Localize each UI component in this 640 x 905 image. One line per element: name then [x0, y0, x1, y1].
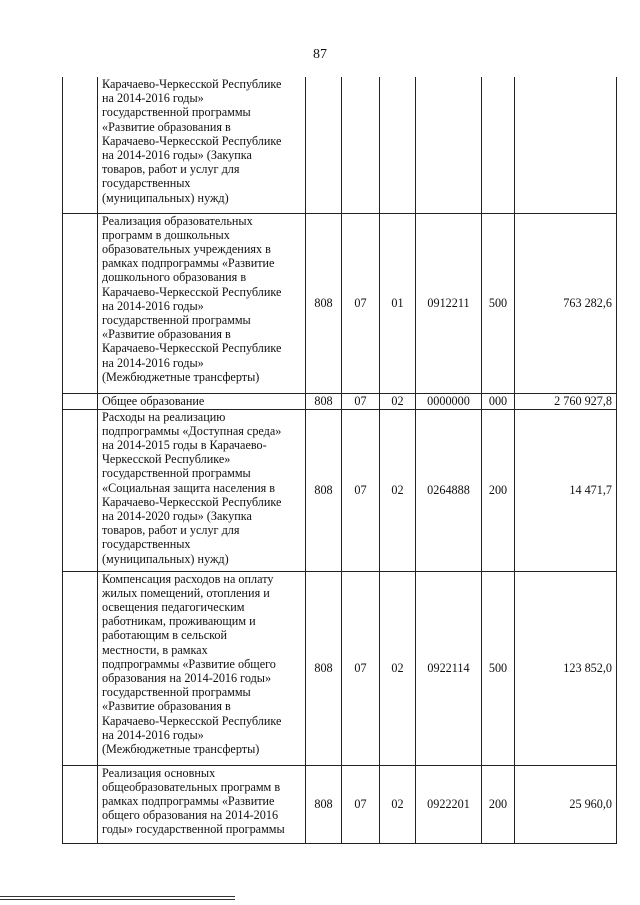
target-code-cell [416, 77, 482, 213]
target-code-cell: 0264888 [416, 409, 482, 571]
table-row [63, 571, 617, 765]
table-row [63, 213, 617, 393]
description-cell: Расходы на реализацию подпрограммы «Доступная среда» на 2014-2015 годы в Карачаево- Черкесской Республике» государственной программы «Социальная защита населения в Карачаево-Черкесской Республике на 2014-2020 годы» (Закупка товаров, работ и услуг для государственных (муниципальных) нужд) [98, 409, 306, 571]
expense-type-cell: 200 [482, 409, 515, 571]
expense-type-cell: 000 [482, 393, 515, 409]
description-cell: Общее образование [98, 393, 306, 409]
subsection-code-cell [380, 77, 416, 213]
budget-table [62, 77, 617, 844]
row-number-cell [63, 571, 98, 765]
description-cell: Реализация основных общеобразовательных программ в рамках подпрограммы «Развитие общего образования на 2014-2016 годы» государственной программы [98, 765, 306, 843]
ministry-code-cell [306, 77, 342, 213]
description-cell: Реализация образовательных программ в дошкольных образовательных учреждениях в рамках подпрограммы «Развитие дошкольного образования в Карачаево-Черкесской Республике на 2014-2016 годы» государственной программы «Развитие образования в Карачаево-Черкесской Республике на 2014-2016 годы» (Межбюджетные трансферты) [98, 213, 306, 393]
subsection-code-cell: 02 [380, 571, 416, 765]
table-row [63, 409, 617, 571]
target-code-cell: 0922114 [416, 571, 482, 765]
description-cell: Компенсация расходов на оплату жилых помещений, отопления и освещения педагогическим работникам, проживающим и работающим в сельской местности, в рамках подпрограммы «Развитие общего образования на 2014-2016 годы» государственной программы «Развитие образования в Карачаево-Черкесской Республике на 2014-2016 годы» (Межбюджетные трансферты) [98, 571, 306, 765]
ministry-code-cell: 808 [306, 213, 342, 393]
section-code-cell: 07 [342, 765, 380, 843]
page-number: 87 [313, 47, 327, 62]
ministry-code-cell: 808 [306, 765, 342, 843]
subsection-code-cell: 02 [380, 765, 416, 843]
row-number-cell [63, 77, 98, 213]
table-row [63, 393, 617, 409]
section-code-cell: 07 [342, 571, 380, 765]
amount-cell: 25 960,0 [515, 765, 617, 843]
ministry-code-cell: 808 [306, 393, 342, 409]
table-row [63, 765, 617, 843]
section-code-cell [342, 77, 380, 213]
amount-cell: 763 282,6 [515, 213, 617, 393]
amount-cell: 123 852,0 [515, 571, 617, 765]
footer-rule [0, 899, 235, 900]
ministry-code-cell: 808 [306, 571, 342, 765]
subsection-code-cell: 02 [380, 409, 416, 571]
row-number-cell [63, 213, 98, 393]
subsection-code-cell: 01 [380, 213, 416, 393]
expense-type-cell [482, 77, 515, 213]
target-code-cell: 0000000 [416, 393, 482, 409]
expense-type-cell: 500 [482, 213, 515, 393]
amount-cell [515, 77, 617, 213]
footer-rule [0, 896, 235, 897]
ministry-code-cell: 808 [306, 409, 342, 571]
row-number-cell [63, 409, 98, 571]
subsection-code-cell: 02 [380, 393, 416, 409]
section-code-cell: 07 [342, 213, 380, 393]
expense-type-cell: 500 [482, 571, 515, 765]
amount-cell: 2 760 927,8 [515, 393, 617, 409]
section-code-cell: 07 [342, 409, 380, 571]
table-row [63, 77, 617, 213]
expense-type-cell: 200 [482, 765, 515, 843]
target-code-cell: 0912211 [416, 213, 482, 393]
section-code-cell: 07 [342, 393, 380, 409]
row-number-cell [63, 393, 98, 409]
description-cell: Карачаево-Черкесской Республике на 2014-2016 годы» государственной программы «Развитие образования в Карачаево-Черкесской Республике на 2014-2016 годы» (Закупка товаров, работ и услуг для государственных (муниципальных) нужд) [98, 77, 306, 213]
row-number-cell [63, 765, 98, 843]
target-code-cell: 0922201 [416, 765, 482, 843]
amount-cell: 14 471,7 [515, 409, 617, 571]
